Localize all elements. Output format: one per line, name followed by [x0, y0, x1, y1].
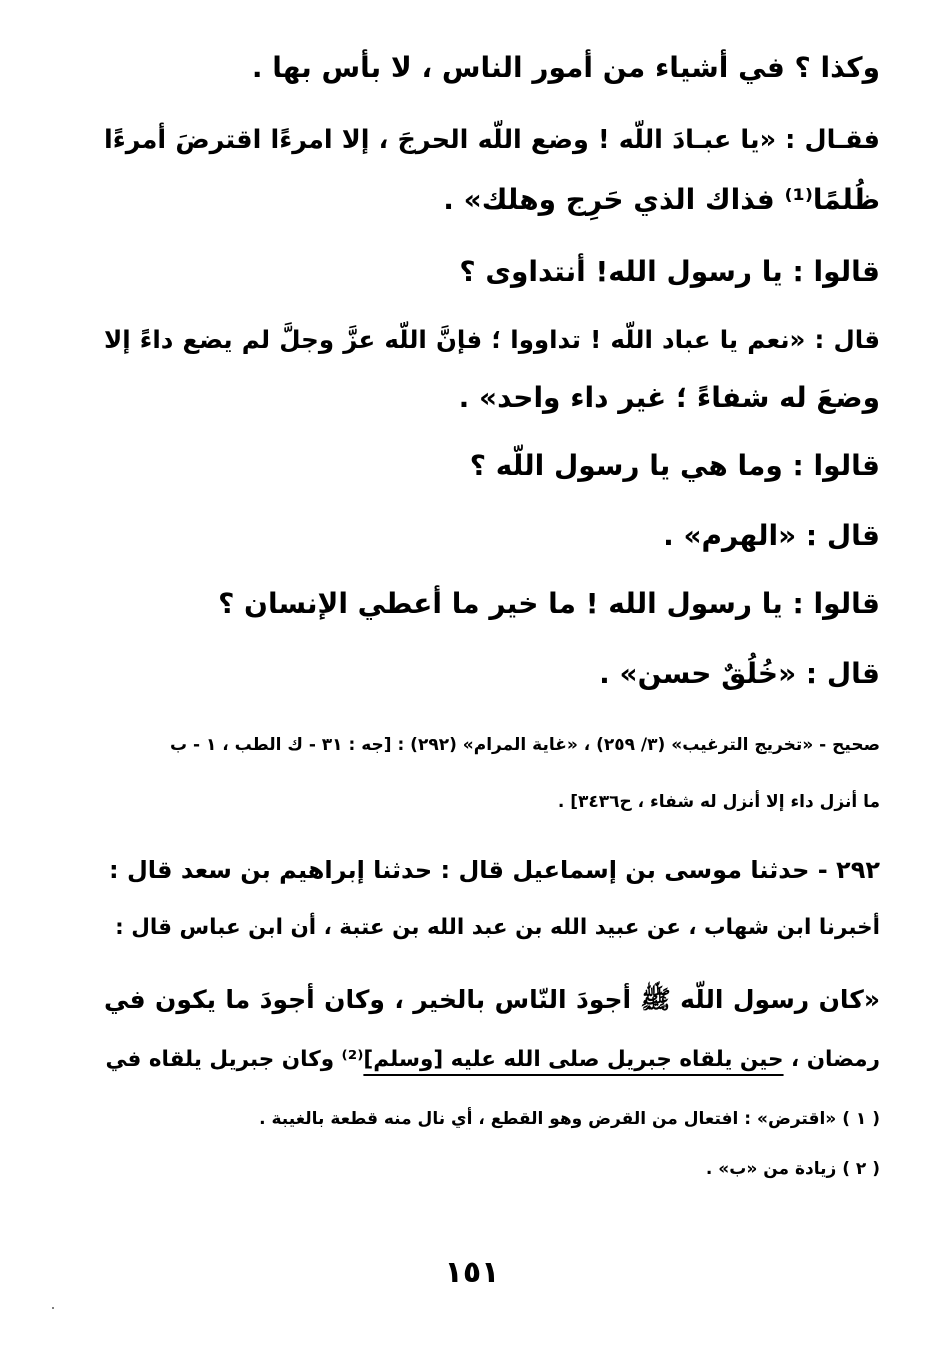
- text-line: قال : «خُلُقٌ حسن» .: [599, 657, 880, 690]
- text-line: [106, 1040, 881, 1080]
- text-line: قالوا : يا رسول الله ! ما خير ما أعطي الإنسان ؟: [218, 587, 880, 620]
- text-line: أخبرنا ابن شهاب ، عن عبيد الله بن عبد الله بن عتبة ، أن ابن عباس قال :: [115, 915, 880, 940]
- text-line: قال : «الهرم» .: [663, 519, 880, 552]
- page-number: ١٥١: [444, 1255, 500, 1290]
- text-fragment: ⁽²⁾ وكان جبريل يلقاه في: [105, 1047, 364, 1072]
- text-line: «كان رسول اللّه ﷺ أجودَ النّاس بالخير ، وكان أجودَ ما يكون في: [104, 985, 880, 1014]
- text-line: قالوا : وما هي يا رسول اللّه ؟: [469, 449, 880, 482]
- text-fragment: رمضان ،: [783, 1047, 880, 1072]
- hadith-grading: ما أنزل داء إلا أنزل له شفاء ، ح٣٤٣٦] .: [557, 792, 880, 812]
- text-line: فقـال : «يا عبـادَ اللّه ! وضع اللّه الحرجَ ، إلا امرءًا اقترضَ أمرءًا: [104, 125, 880, 155]
- hadith-grading: صحيح - «تخريج الترغيب» (٣/ ٢٥٩) ، «غاية المرام» (٢٩٢) : [جه : ٣١ - ك الطب ، ١ - ب: [169, 735, 880, 755]
- text-line: وكذا ؟ في أشياء من أمور الناس ، لا بأس بها .: [251, 51, 880, 84]
- text-line: ٢٩٢ - حدثنا موسى بن إسماعيل قال : حدثنا إبراهيم بن سعد قال :: [108, 856, 880, 884]
- text-line: وضعَ له شفاءً ؛ غير داء واحد» .: [458, 381, 880, 414]
- footnote: ( ١ ) «اقترض» : افتعال من القرض وهو القطع ، أي نال منه قطعة بالغيبة .: [259, 1109, 880, 1129]
- footnote: ( ٢ ) زيادة من «ب» .: [705, 1159, 880, 1179]
- scan-speck: [52, 1307, 54, 1309]
- underlined-fragment: حين يلقاه جبريل صلى الله عليه [وسلم]: [363, 1047, 784, 1072]
- text-line: قالوا : يا رسول الله! أنتداوى ؟: [459, 255, 880, 288]
- text-line: قال : «نعم يا عباد اللّه ! تداووا ؛ فإنَّ اللّه عزَّ وجلَّ لم يضع داءً إلا: [104, 325, 880, 354]
- text-line: ظُلمًا⁽¹⁾ فذاك الذي حَرِج وهلك» .: [443, 183, 880, 216]
